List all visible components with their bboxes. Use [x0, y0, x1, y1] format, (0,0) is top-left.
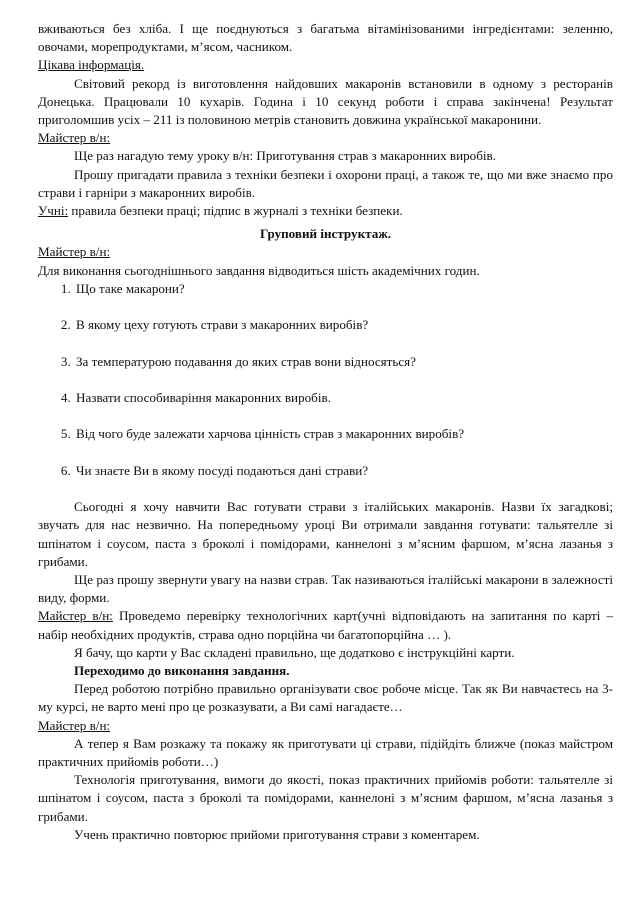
question-item: 6. Чи знаєте Ви в якому посуді подаються дані страви? — [74, 462, 613, 480]
cards-check-text: Проведемо перевірку технологічних карт(учні відповідають на запитання по карті – набір необхідних продуктів, страва одно порційна чи багатопорційна … ). — [38, 608, 613, 642]
speaker-master-1: Майстер в/н: — [38, 130, 111, 146]
speaker-master-2: Майстер в/н: — [38, 244, 111, 260]
heading-interesting-info: Цікава інформація. — [38, 57, 145, 73]
paragraph-record: Світовий рекорд із виготовлення найдовших макаронів встановили в одному з ресторанів Донецька. Працювали 10 кухарів. Година і 10 секунд роботи і справа закінчена! Результат приголомшив усіх – 211 із половиною метрів становить довжина української макаронини. — [38, 75, 613, 128]
paragraph-workplace: Перед роботою потрібно правильно організувати своє робоче місце. Так як Ви навчаєтесь на 3-му курсі, не варто мені про це розказувати, а Ви самі нагадаєте… — [38, 681, 613, 715]
paragraph-students — [38, 202, 613, 220]
paragraph-intro: вживаються без хліба. І ще поєднуються з багатьма вітамінізованими інгредієнтами: зеленню, овочами, морепродуктами, м’ясом, часником. — [38, 21, 613, 55]
speaker-master-4: Майстер в/н: — [38, 717, 111, 733]
paragraph-technology: Технологія приготування, вимоги до якості, показ практичних прийомів роботи: тальятелле зі шпінатом і соусом, паста з броколі та помідорами, каннелоні з м’ясним фаршом, м’ясна лазанья з грибами. — [38, 772, 613, 824]
paragraph-cards — [38, 607, 613, 643]
paragraph-italian-dishes: Сьогодні я хочу навчити Вас готувати страви з італійських макаронів. Назви їх загадкові; звучать для нас незвично. На попередньому уроці Ви отримали завдання готувати: тальятелле зі шпінатом і соусом, паста з броколі і помідорами, каннелоні з м’ясним фаршом, м’ясна лазанья з грибами. — [38, 499, 613, 569]
paragraph-safety: Прошу пригадати правила з техніки безпеки і охорони праці, а також те, що ми вже знаємо про страви і гарніри з макаронних виробів. — [38, 166, 613, 200]
question-item: 4. Назвати способиваріння макаронних виробів. — [74, 389, 613, 407]
question-item: 2. В якому цеху готують страви з макаронних виробів? — [74, 316, 613, 334]
question-item: 5. Від чого буде залежати харчова цінність страв з макаронних виробів? — [74, 425, 613, 443]
paragraph-cards-ok: Я бачу, що карти у Вас складені правильно, ще додатково є інструкційні карти. — [74, 644, 515, 660]
question-list — [38, 280, 613, 480]
paragraph-hours: Для виконання сьогоднішнього завдання відводиться шість академічних годин. — [38, 262, 480, 278]
paragraph-student-repeats: Учень практично повторює прийоми приготування страви з коментарем. — [74, 826, 480, 842]
paragraph-demonstration: А тепер я Вам розкажу та покажу як приготувати ці страви, підійдіть ближче (показ майстром практичних прийомів роботи…) — [38, 735, 613, 770]
students-reply: правила безпеки праці; підпис в журналі з техніки безпеки. — [68, 203, 403, 219]
paragraph-topic: Ще раз нагадую тему уроку в/н: Приготування страв з макаронних виробів. — [74, 148, 496, 164]
speaker-students: Учні: — [38, 203, 69, 219]
question-item: 1. Що таке макарони? — [74, 280, 613, 298]
question-item: 3. За температурою подавання до яких страв вони відносяться? — [74, 353, 613, 371]
paragraph-start-task: Переходимо до виконання завдання. — [74, 663, 290, 679]
paragraph-dish-names: Ще раз прошу звернути увагу на назви страв. Так називаються італійські макарони в залежності виду, форми. — [38, 572, 613, 606]
document-page — [38, 20, 613, 844]
speaker-master-3: Майстер в/н: — [38, 608, 113, 624]
group-instruction-title: Груповий інструктаж. — [259, 226, 392, 242]
